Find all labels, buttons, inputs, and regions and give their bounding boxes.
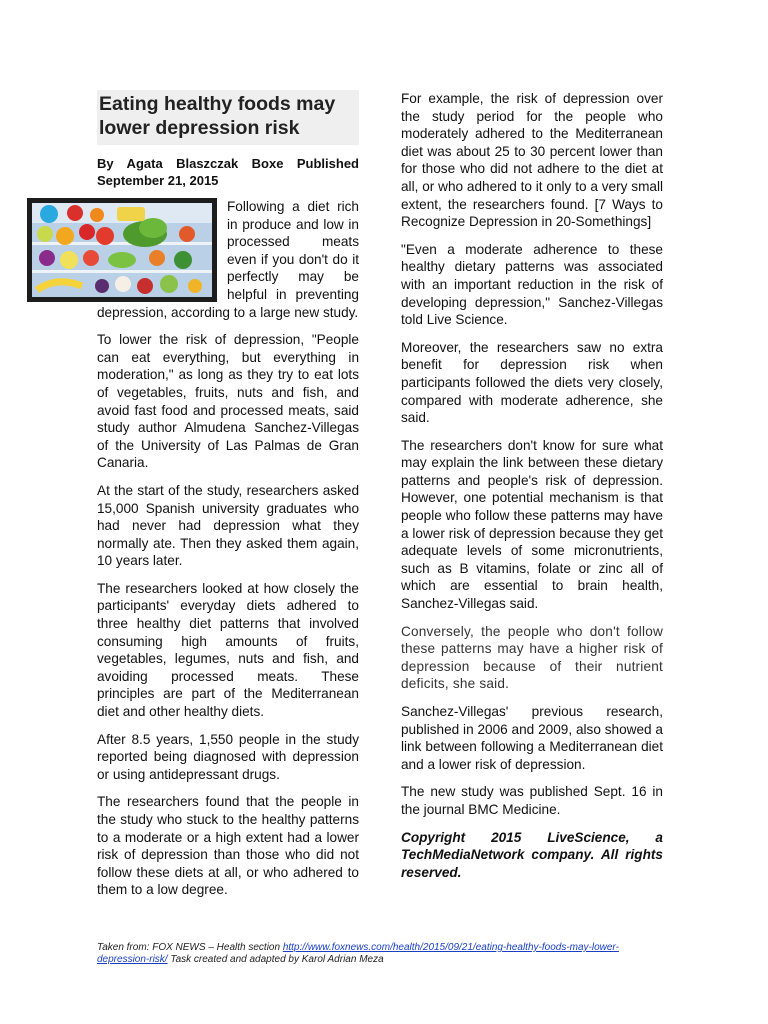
paragraph-9: Moreover, the researchers saw no extra benefit for depression risk when participants followed the diets very closely, compared with moderate adherence, she said. [401, 339, 663, 426]
paragraph-12: Sanchez-Villegas' previous research, published in 2006 and 2009, also showed a link between following a Mediterranean diet and a lower risk of depression. [401, 704, 663, 772]
paragraph-8: "Even a moderate adherence to these healthy dietary patterns was associated with an important reduction in the risk of developing depression," Sanchez-Villegas told Live Science. [401, 241, 663, 328]
paragraph-1 [97, 198, 359, 321]
title-box [97, 90, 359, 145]
footer-prefix: Taken from: FOX NEWS – Health section [97, 942, 283, 953]
fridge-food-image [27, 198, 217, 302]
copyright-notice: Copyright 2015 LiveScience, a TechMediaNetwork company. All rights reserved. [401, 829, 663, 880]
paragraph-6: The researchers found that the people in the study who stuck to the healthy patterns to a moderate or a high extent had a lower risk of depression than those who did not follow these diets at all, or who adhered to them to a low degree. [97, 794, 359, 898]
paragraph-13: The new study was published Sept. 16 in the journal BMC Medicine. [401, 784, 663, 817]
left-column [97, 90, 359, 909]
footer-suffix: Task created and adapted by Karol Adrian Meza [167, 954, 384, 965]
paragraph-5: After 8.5 years, 1,550 people in the study reported being diagnosed with depression or using antidepressant drugs. [97, 731, 359, 782]
paragraph-2: To lower the risk of depression, "People can eat everything, but everything in moderation," as long as they try to eat lots of vegetables, fruits, nuts and fish, and avoid fast food and processed meats, said study author Almudena Sanchez-Villegas of the University of Las Palmas de Gran Canaria. [97, 332, 359, 471]
paragraph-7: For example, the risk of depression over the study period for the people who moderately adhered to the Mediterranean diet was about 25 to 30 percent lower than for those who did not adhere to the diet at all, or who adhered to it only to a very small extent, the researchers found. [7 Ways to Recognize Depression in 20-Somethings] [401, 91, 663, 230]
byline: By Agata Blaszczak Boxe Published September 21, 2015 [97, 156, 359, 188]
paragraph-1-text: Following a diet rich in produce and low in processed meats even if you don't do it perfectly may be helpful in preventing depression, according to a large new study. [97, 199, 359, 320]
paragraph-4: The researchers looked at how closely the participants' everyday diets adhered to three healthy diet patterns that involved consuming high amounts of fruits, vegetables, legumes, nuts and fish, and avoiding processed meats. These principles are part of the Mediterranean diet and other healthy diets. [97, 580, 359, 720]
article-title: Eating healthy foods may lower depression risk [99, 93, 336, 139]
source-footer [97, 942, 657, 966]
paragraph-3: At the start of the study, researchers asked 15,000 Spanish university graduates who had never had depression what they normally ate. Then they asked them again, 10 years later. [97, 482, 359, 569]
right-column [401, 90, 663, 891]
paragraph-11: Conversely, the people who don't follow these patterns may have a higher risk of depression because of their nutrient deficits, she said. [401, 623, 663, 692]
paragraph-10: The researchers don't know for sure what may explain the link between these dietary patterns and people's risk of depression. However, one potential mechanism is that people who follow these patterns may have a lower risk of depression because they get adequate levels of some micronutrients, such as B vitamins, folate or zinc all of which are essential to brain health, Sanchez-Villegas said. [401, 437, 663, 612]
source-link[interactable]: http://www.foxnews.com/health/2015/09/21/eating-healthy-foods-may-lower-depression-risk/ [97, 942, 619, 965]
